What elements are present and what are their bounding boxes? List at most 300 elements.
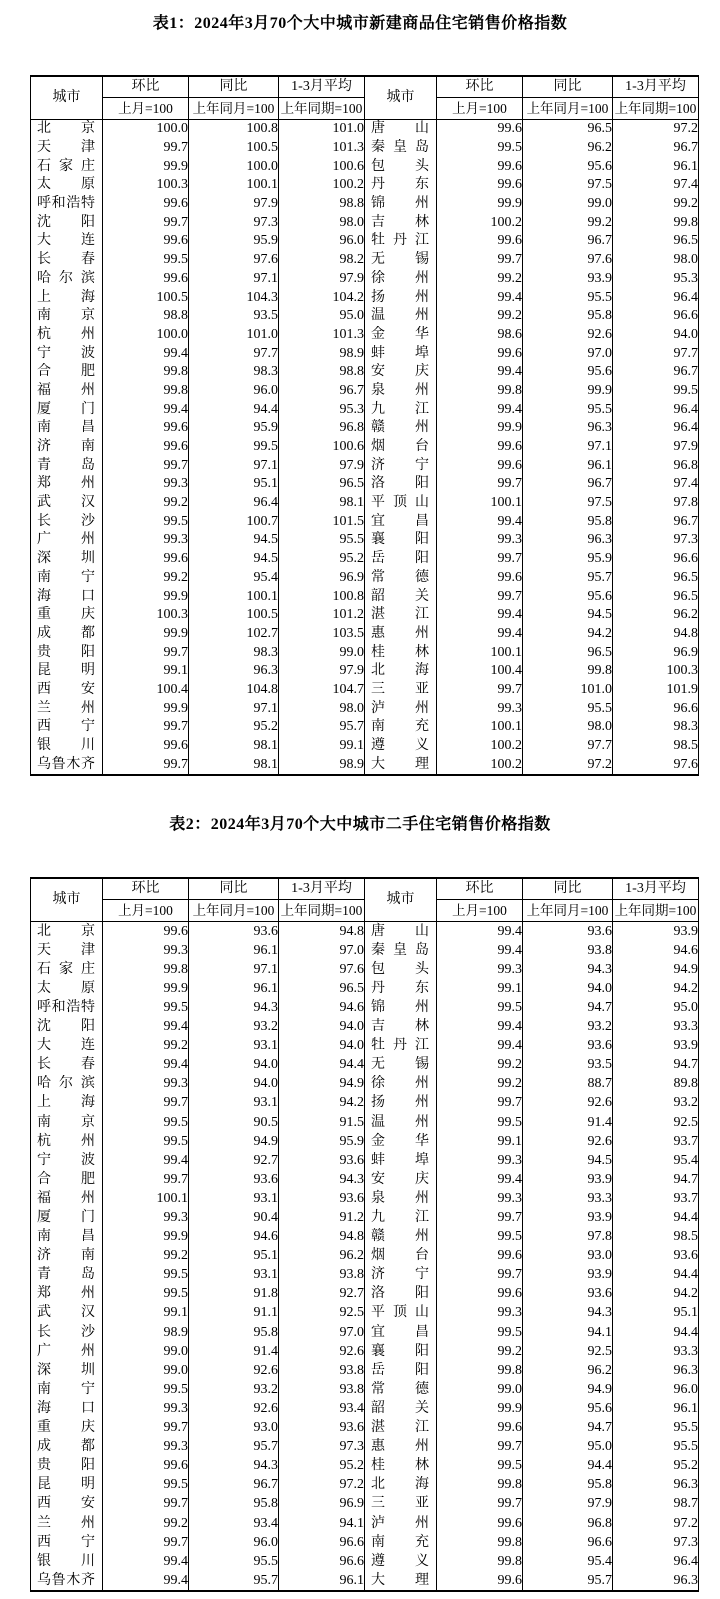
city-cell [365,979,437,998]
value-cell: 99.8 [613,213,699,232]
city-name: 蚌埠 [371,1152,429,1168]
value-cell: 99.4 [437,1170,523,1189]
value-cell: 94.3 [279,1170,365,1189]
value-cell: 95.2 [613,1457,699,1476]
city-cell [31,120,103,139]
value-cell: 99.6 [437,120,523,139]
city-name: 大连 [37,233,95,249]
value-cell: 99.7 [103,1094,189,1113]
city-name: 惠州 [371,1439,429,1455]
value-cell: 99.2 [523,213,613,232]
header-yoy-base-right: 上年同月=100 [523,98,613,120]
value-cell: 99.3 [103,941,189,960]
value-cell: 92.5 [523,1342,613,1361]
value-cell: 93.2 [189,1380,279,1399]
city-cell [31,979,103,998]
city-name: 兰州 [37,700,95,716]
city-cell [365,1476,437,1495]
value-cell: 99.5 [437,998,523,1017]
value-cell: 97.2 [523,755,613,775]
value-cell: 99.7 [437,550,523,569]
city-name: 锦州 [371,999,429,1015]
city-name: 泸州 [371,700,429,716]
value-cell: 95.2 [189,718,279,737]
table-row [31,643,699,662]
value-cell: 99.3 [103,1075,189,1094]
city-name: 洛阳 [371,476,429,492]
city-cell [31,1552,103,1571]
table-row [31,382,699,401]
value-cell: 96.5 [523,643,613,662]
value-cell: 98.5 [613,737,699,756]
city-cell [365,1266,437,1285]
city-cell [31,1495,103,1514]
value-cell: 99.8 [437,1533,523,1552]
value-cell: 97.9 [523,1495,613,1514]
city-name: 兰州 [37,1515,95,1531]
value-cell: 93.8 [279,1266,365,1285]
value-cell: 96.7 [189,1476,279,1495]
value-cell: 99.4 [103,1056,189,1075]
value-cell: 101.2 [279,606,365,625]
city-name: 南充 [371,719,429,735]
value-cell: 97.3 [279,1438,365,1457]
city-cell [31,456,103,475]
value-cell: 95.4 [189,569,279,588]
value-cell: 93.2 [523,1018,613,1037]
city-name: 宁波 [37,345,95,361]
city-cell [365,288,437,307]
city-name: 南宁 [37,1381,95,1397]
city-name: 乌鲁木齐 [37,1572,95,1588]
value-cell: 95.0 [279,307,365,326]
value-cell: 99.0 [103,1361,189,1380]
value-cell: 93.8 [279,1380,365,1399]
city-cell [365,270,437,289]
value-cell: 99.5 [437,139,523,158]
value-cell: 99.6 [437,1514,523,1533]
value-cell: 96.2 [523,1361,613,1380]
city-name: 南昌 [37,1229,95,1245]
value-cell: 99.4 [103,344,189,363]
city-name: 长沙 [37,513,95,529]
city-cell [31,1285,103,1304]
city-cell [31,755,103,775]
value-cell: 99.5 [103,998,189,1017]
value-cell: 97.9 [279,456,365,475]
value-cell: 99.6 [437,569,523,588]
value-cell: 104.2 [279,288,365,307]
value-cell: 96.5 [279,475,365,494]
header-avg-left: 1-3月平均 [279,878,365,900]
city-cell [31,718,103,737]
value-cell: 93.5 [189,307,279,326]
value-cell: 99.3 [437,1151,523,1170]
value-cell: 94.0 [279,1018,365,1037]
city-name: 唐山 [371,923,429,939]
value-cell: 94.9 [523,1380,613,1399]
value-cell: 98.8 [103,307,189,326]
city-name: 遵义 [371,1553,429,1569]
value-cell: 96.7 [613,139,699,158]
value-cell: 91.8 [189,1285,279,1304]
city-name: 合肥 [37,1171,95,1187]
value-cell: 101.5 [279,512,365,531]
value-cell: 97.4 [613,475,699,494]
city-name: 杭州 [37,326,95,342]
value-cell: 94.3 [189,1457,279,1476]
value-cell: 99.4 [103,1018,189,1037]
table-row [31,922,699,942]
city-cell [365,1018,437,1037]
value-cell: 95.0 [613,998,699,1017]
city-name: 济宁 [371,457,429,473]
table-row [31,1113,699,1132]
value-cell: 99.5 [189,438,279,457]
city-name: 九江 [371,1210,429,1226]
value-cell: 99.4 [437,400,523,419]
value-cell: 97.2 [613,1514,699,1533]
table2-secondhand-price-index [30,877,699,1592]
city-cell [365,512,437,531]
city-cell [31,139,103,158]
city-cell [365,475,437,494]
city-cell [365,960,437,979]
value-cell: 97.8 [613,494,699,513]
value-cell: 95.6 [523,157,613,176]
city-cell [31,1056,103,1075]
city-name: 蚌埠 [371,345,429,361]
city-name: 丹东 [371,177,429,193]
value-cell: 96.4 [613,288,699,307]
header-yoy-base-left: 上年同月=100 [189,900,279,922]
city-cell [31,1132,103,1151]
value-cell: 100.1 [103,1189,189,1208]
value-cell: 95.9 [189,232,279,251]
value-cell: 95.7 [523,1571,613,1591]
value-cell: 99.7 [437,1266,523,1285]
city-name: 温州 [371,1114,429,1130]
value-cell: 99.0 [103,1342,189,1361]
city-cell [31,1247,103,1266]
city-cell [365,251,437,270]
city-cell [31,1476,103,1495]
value-cell: 99.6 [437,157,523,176]
value-cell: 99.6 [103,270,189,289]
city-cell [31,922,103,942]
city-cell [365,1285,437,1304]
table-row [31,1323,699,1342]
city-cell [31,1075,103,1094]
value-cell: 99.6 [437,1571,523,1591]
table-row [31,606,699,625]
table-row [31,456,699,475]
city-cell [31,1304,103,1323]
value-cell: 97.3 [613,531,699,550]
table-row [31,344,699,363]
city-name: 北京 [37,923,95,939]
value-cell: 93.6 [189,1170,279,1189]
table-row [31,550,699,569]
value-cell: 98.0 [279,699,365,718]
city-name: 吉林 [371,214,429,230]
table-row [31,941,699,960]
city-cell [365,1247,437,1266]
value-cell: 100.1 [437,494,523,513]
value-cell: 100.0 [103,120,189,139]
table-row [31,120,699,139]
city-name: 石家庄 [37,158,95,174]
city-name: 大理 [371,756,429,772]
value-cell: 99.3 [437,699,523,718]
value-cell: 99.6 [103,922,189,942]
value-cell: 99.2 [437,1056,523,1075]
header-yoy-left: 同比 [189,878,279,900]
city-cell [365,625,437,644]
value-cell: 94.6 [279,998,365,1017]
value-cell: 94.5 [523,606,613,625]
value-cell: 93.6 [523,1037,613,1056]
table2-body [31,922,699,1592]
value-cell: 99.4 [437,606,523,625]
header-mom-right: 环比 [437,878,523,900]
table-row [31,998,699,1017]
value-cell: 93.7 [613,1132,699,1151]
value-cell: 99.8 [437,1361,523,1380]
value-cell: 93.1 [189,1266,279,1285]
value-cell: 96.7 [523,475,613,494]
city-name: 九江 [371,401,429,417]
value-cell: 96.7 [613,363,699,382]
table-row [31,270,699,289]
value-cell: 99.4 [437,363,523,382]
city-cell [365,1342,437,1361]
value-cell: 98.3 [189,643,279,662]
value-cell: 99.8 [437,1552,523,1571]
value-cell: 96.6 [279,1552,365,1571]
value-cell: 96.2 [279,1247,365,1266]
value-cell: 94.4 [279,1056,365,1075]
value-cell: 100.3 [613,662,699,681]
value-cell: 95.8 [523,512,613,531]
table-row [31,1189,699,1208]
city-name: 金华 [371,1133,429,1149]
table-row [31,587,699,606]
city-cell [365,718,437,737]
city-cell [365,1075,437,1094]
city-cell [31,550,103,569]
value-cell: 93.9 [523,1266,613,1285]
value-cell: 93.9 [523,270,613,289]
value-cell: 95.1 [613,1304,699,1323]
value-cell: 94.5 [189,550,279,569]
value-cell: 102.7 [189,625,279,644]
value-cell: 93.1 [189,1094,279,1113]
value-cell: 94.2 [523,625,613,644]
city-name: 平顶山 [371,495,429,511]
city-name: 太原 [37,177,95,193]
value-cell: 91.1 [189,1304,279,1323]
city-cell [365,662,437,681]
city-cell [31,1380,103,1399]
value-cell: 103.5 [279,625,365,644]
value-cell: 93.8 [279,1361,365,1380]
value-cell: 93.0 [523,1247,613,1266]
table-row [31,213,699,232]
city-name: 泉州 [371,382,429,398]
city-cell [365,1571,437,1591]
value-cell: 96.0 [279,232,365,251]
value-cell: 95.5 [523,288,613,307]
city-cell [365,699,437,718]
value-cell: 96.5 [613,569,699,588]
value-cell: 96.5 [279,979,365,998]
value-cell: 96.7 [279,382,365,401]
value-cell: 94.1 [523,1323,613,1342]
value-cell: 99.7 [103,139,189,158]
value-cell: 97.1 [189,960,279,979]
city-name: 宜昌 [371,1324,429,1340]
value-cell: 94.4 [613,1208,699,1227]
city-cell [365,606,437,625]
city-name: 长春 [37,1057,95,1073]
value-cell: 99.9 [437,1399,523,1418]
value-cell: 97.4 [613,176,699,195]
value-cell: 99.2 [613,195,699,214]
city-name: 昆明 [37,1477,95,1493]
city-cell [31,1438,103,1457]
value-cell: 97.0 [279,1323,365,1342]
value-cell: 98.1 [189,737,279,756]
city-name: 扬州 [371,1095,429,1111]
table-row [31,1151,699,1170]
city-cell [365,456,437,475]
value-cell: 97.1 [189,456,279,475]
header-mom-right: 环比 [437,76,523,98]
table-row [31,438,699,457]
value-cell: 93.6 [279,1189,365,1208]
city-name: 唐山 [371,121,429,137]
value-cell: 99.0 [523,195,613,214]
city-cell [365,1552,437,1571]
table1-title: 表1：2024年3月70个大中城市新建商品住宅销售价格指数 [152,15,568,32]
city-name: 武汉 [37,495,95,511]
city-name: 大理 [371,1572,429,1588]
value-cell: 94.7 [613,1056,699,1075]
city-name: 常德 [371,1381,429,1397]
table-row [31,1228,699,1247]
value-cell: 99.0 [437,1380,523,1399]
value-cell: 94.7 [613,1170,699,1189]
value-cell: 94.9 [189,1132,279,1151]
city-name: 南宁 [37,569,95,585]
value-cell: 99.7 [103,1170,189,1189]
table1-section [0,13,720,776]
city-name: 安庆 [371,1171,429,1187]
value-cell: 99.5 [103,1380,189,1399]
city-name: 徐州 [371,270,429,286]
city-cell [31,475,103,494]
city-name: 福州 [37,1190,95,1206]
city-name: 海口 [37,588,95,604]
city-cell [31,569,103,588]
city-name: 遵义 [371,738,429,754]
city-cell [365,326,437,345]
value-cell: 95.9 [523,550,613,569]
city-name: 泸州 [371,1515,429,1531]
city-name: 安庆 [371,364,429,380]
city-name: 哈尔滨 [37,270,95,286]
value-cell: 99.5 [103,1113,189,1132]
table-row [31,326,699,345]
table-row [31,475,699,494]
value-cell: 95.1 [189,475,279,494]
value-cell: 99.5 [613,382,699,401]
value-cell: 97.6 [613,755,699,775]
value-cell: 94.0 [189,1056,279,1075]
value-cell: 99.7 [103,1533,189,1552]
city-cell [365,550,437,569]
table-row [31,251,699,270]
city-name: 成都 [37,1439,95,1455]
value-cell: 100.5 [103,288,189,307]
city-name: 温州 [371,308,429,324]
value-cell: 96.9 [613,643,699,662]
city-cell [31,1170,103,1189]
value-cell: 100.1 [437,643,523,662]
value-cell: 93.7 [613,1189,699,1208]
value-cell: 97.9 [279,662,365,681]
value-cell: 94.0 [523,979,613,998]
city-name: 南京 [37,1114,95,1130]
value-cell: 99.4 [437,922,523,942]
city-name: 贵阳 [37,1458,95,1474]
value-cell: 94.9 [279,1075,365,1094]
value-cell: 96.6 [613,699,699,718]
value-cell: 99.7 [103,456,189,475]
value-cell: 99.8 [103,363,189,382]
value-cell: 99.6 [437,1419,523,1438]
value-cell: 99.6 [103,232,189,251]
table-row [31,363,699,382]
value-cell: 100.7 [189,512,279,531]
value-cell: 99.6 [103,419,189,438]
table-row [31,1037,699,1056]
value-cell: 99.4 [437,1018,523,1037]
table-row [31,1361,699,1380]
city-cell [365,438,437,457]
city-name: 深圳 [37,1362,95,1378]
value-cell: 95.5 [189,1552,279,1571]
value-cell: 95.5 [279,531,365,550]
city-name: 昆明 [37,663,95,679]
value-cell: 99.5 [103,1132,189,1151]
value-cell: 99.4 [437,512,523,531]
value-cell: 97.2 [613,120,699,139]
value-cell: 99.5 [437,1228,523,1247]
value-cell: 100.4 [103,681,189,700]
value-cell: 93.5 [523,1056,613,1075]
city-name: 乌鲁木齐 [37,756,95,772]
city-name: 上海 [37,289,95,305]
value-cell: 99.5 [103,512,189,531]
city-name: 北海 [371,1477,429,1493]
city-name: 哈尔滨 [37,1076,95,1092]
value-cell: 93.4 [189,1514,279,1533]
value-cell: 100.0 [103,326,189,345]
city-cell [365,344,437,363]
city-cell [31,438,103,457]
